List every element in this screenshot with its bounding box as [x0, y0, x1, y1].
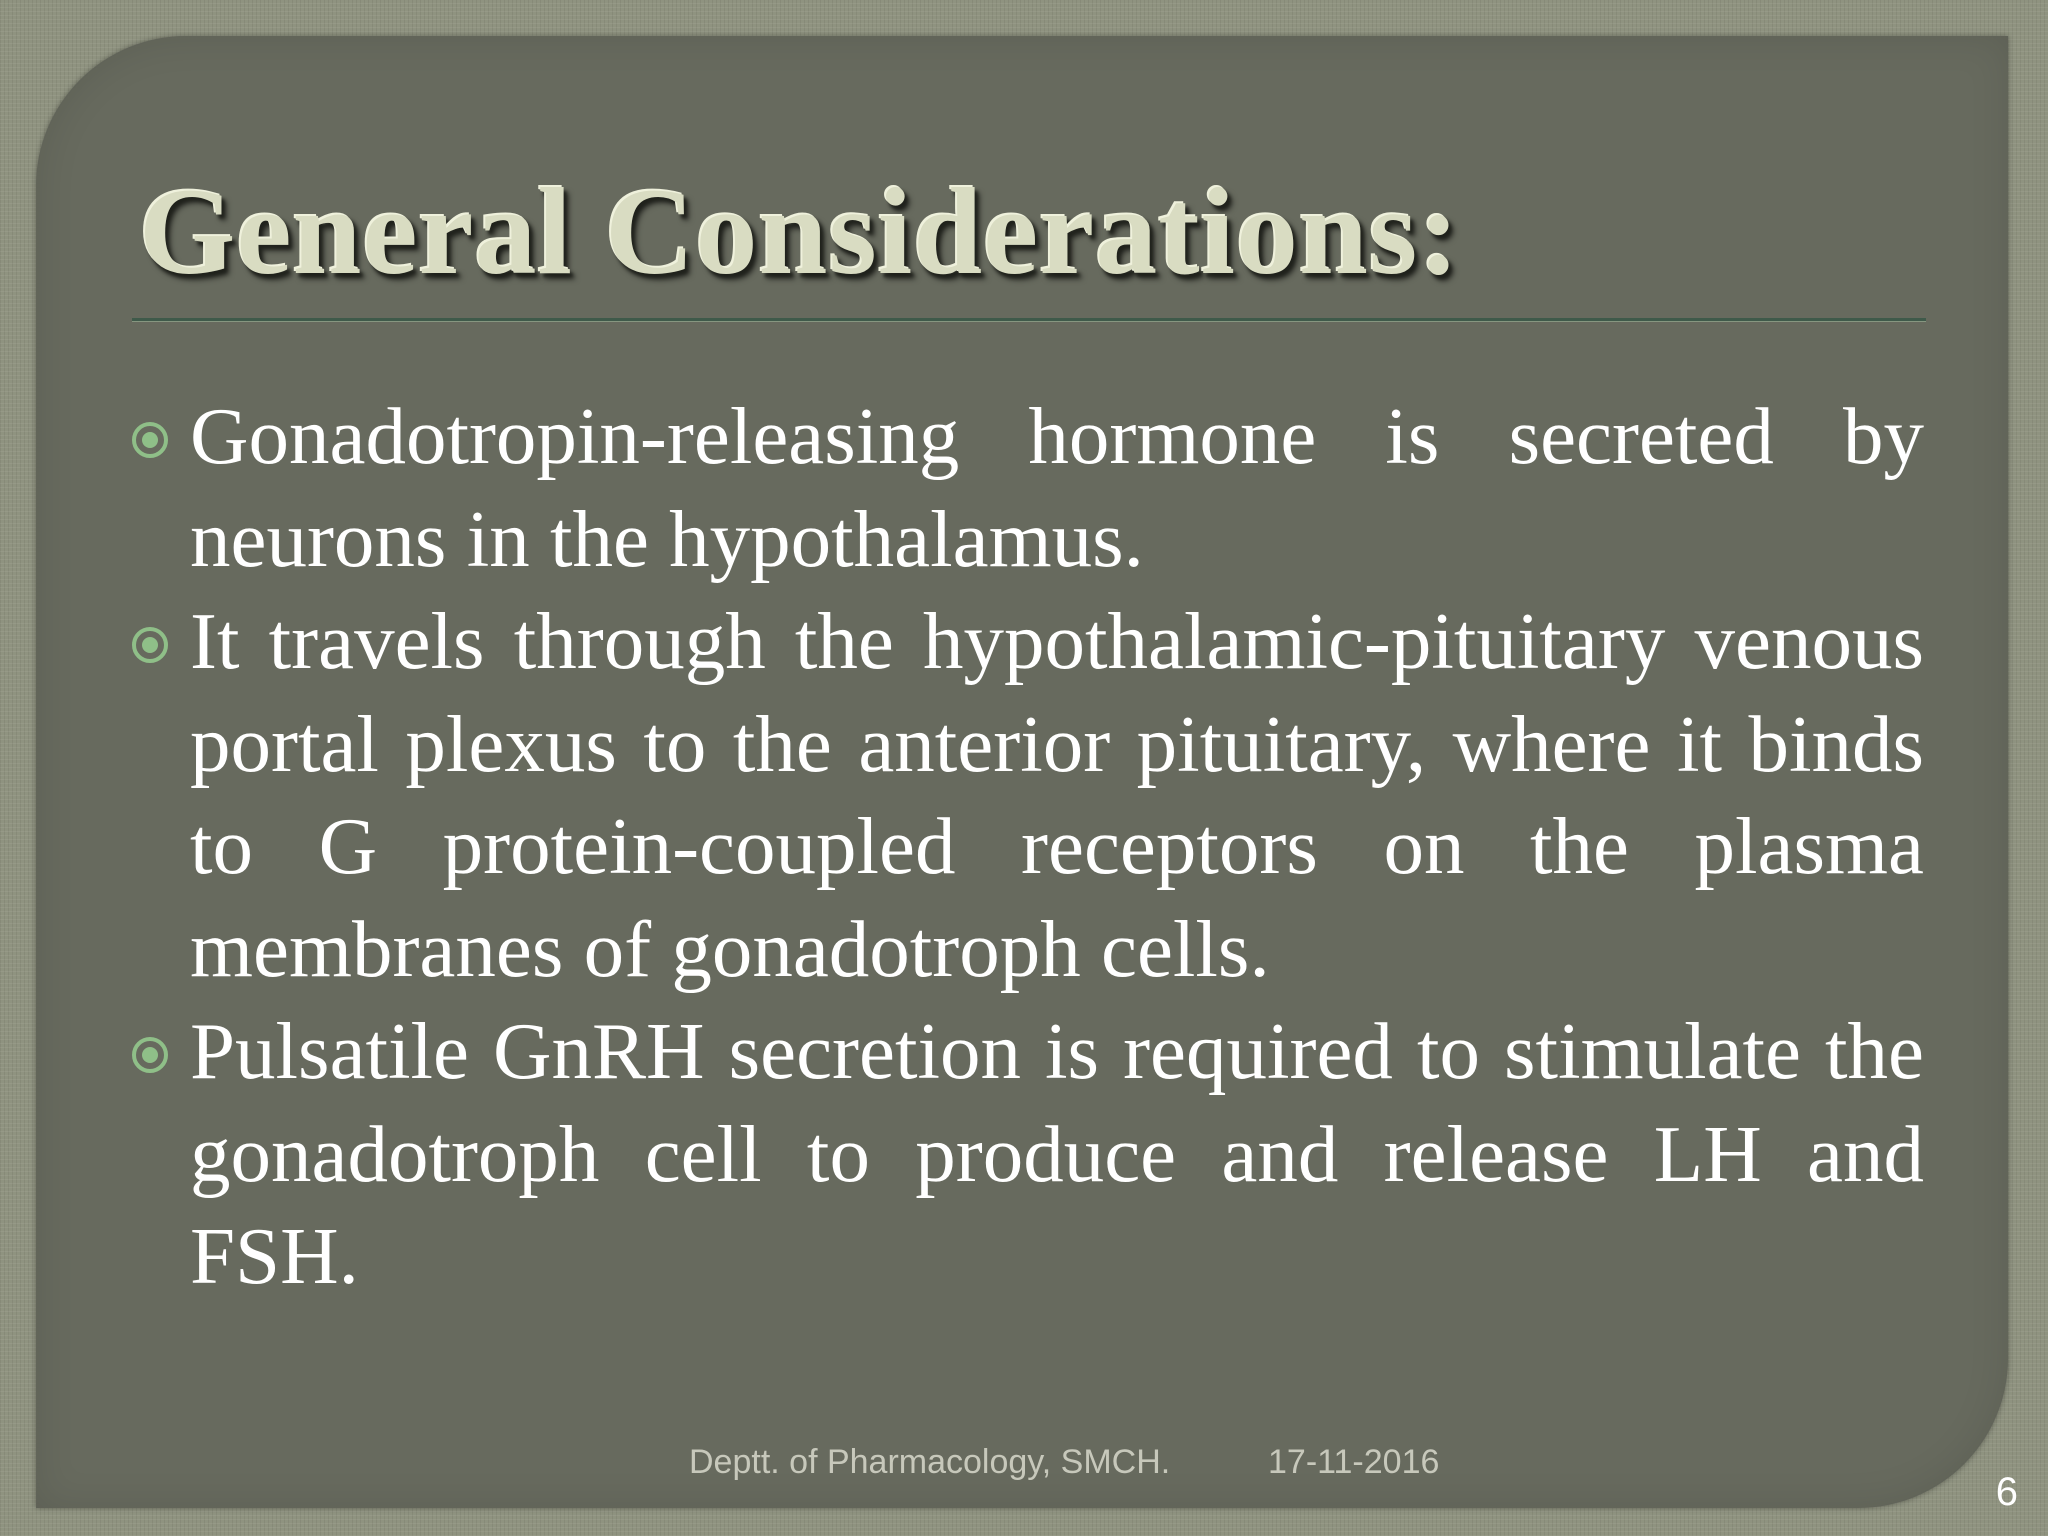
footer-date: 17-11-2016 — [1268, 1443, 1440, 1481]
bullet-text-1: Gonadotropin-releasing hormone is secreted by neurons in the hypothalamus. — [190, 391, 1924, 584]
bullet-item-3 — [128, 1000, 1924, 1308]
footer-department: Deptt. of Pharmacology, SMCH. — [689, 1443, 1171, 1481]
bullet-text-3: Pulsatile GnRH secretion is required to stimulate the gonadotroph cell to produce and release LH and FSH. — [190, 1006, 1924, 1301]
circled-dot-icon — [131, 421, 169, 459]
circled-dot-icon — [131, 1036, 169, 1074]
circled-dot-icon — [131, 626, 169, 664]
slide-number: 6 — [1995, 1470, 2018, 1514]
slide-title: General Considerations: — [139, 163, 1461, 300]
title-divider — [132, 318, 1926, 322]
bullet-text-2: It travels through the hypothalamic-pituitary venous portal plexus to the anterior pituitary, where it binds to G protein-coupled receptors on the plasma membranes of gonadotroph cells. — [190, 596, 1924, 994]
bullet-item-1 — [128, 385, 1924, 590]
bullet-list — [128, 385, 1924, 1308]
bullet-item-2 — [128, 590, 1924, 1000]
